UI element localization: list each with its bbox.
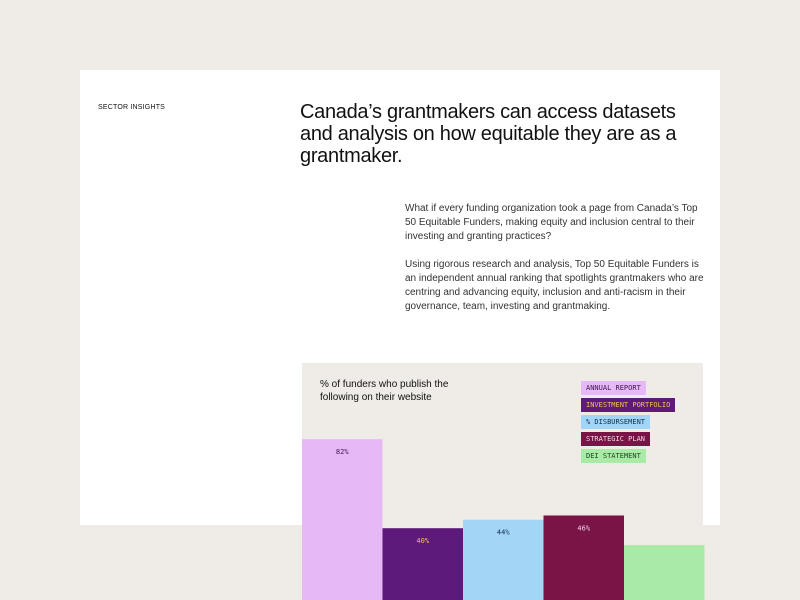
bar-chart [302, 363, 703, 546]
legend-dei-statement: DEI STATEMENT [581, 449, 646, 463]
legend-investment-portfolio: INVESTMENT PORTFOLIO [581, 398, 675, 412]
section-eyebrow: SECTOR INSIGHTS [98, 104, 166, 111]
bar-value-label: 40% [416, 537, 430, 546]
page-headline: Canada’s grantmakers can access datasets and analysis on how equitable they are as a grantmaker. [300, 101, 677, 167]
intro-text [405, 202, 710, 328]
intro-paragraph-1: What if every funding organization took a page from Canada’s Top 50 Equitable Funders, making equity and inclusion central to their investing and granting practices? [405, 203, 698, 242]
chart-title: % of funders who publish the following on their website [320, 379, 449, 403]
intro-paragraph-2: Using rigorous research and analysis, Top 50 Equitable Funders is an independent annual ranking that spotlights grantmakers who are centring and advancing equity, inclusion and anti-racism in their governance, team, investing and grantmaking. [405, 259, 704, 312]
chart-panel [302, 363, 703, 546]
bar-annual-report [302, 439, 383, 600]
content-card [80, 70, 720, 546]
bar-value-label: 46% [577, 524, 591, 533]
bar-value-label: 44% [496, 528, 510, 537]
legend-annual-report: ANNUAL REPORT [581, 381, 646, 395]
legend-disbursement: % DISBURSEMENT [581, 415, 650, 429]
legend-strategic-plan: STRATEGIC PLAN [581, 432, 650, 446]
bar-dei-statement [624, 545, 705, 600]
bar-value-label: 82% [335, 448, 349, 457]
